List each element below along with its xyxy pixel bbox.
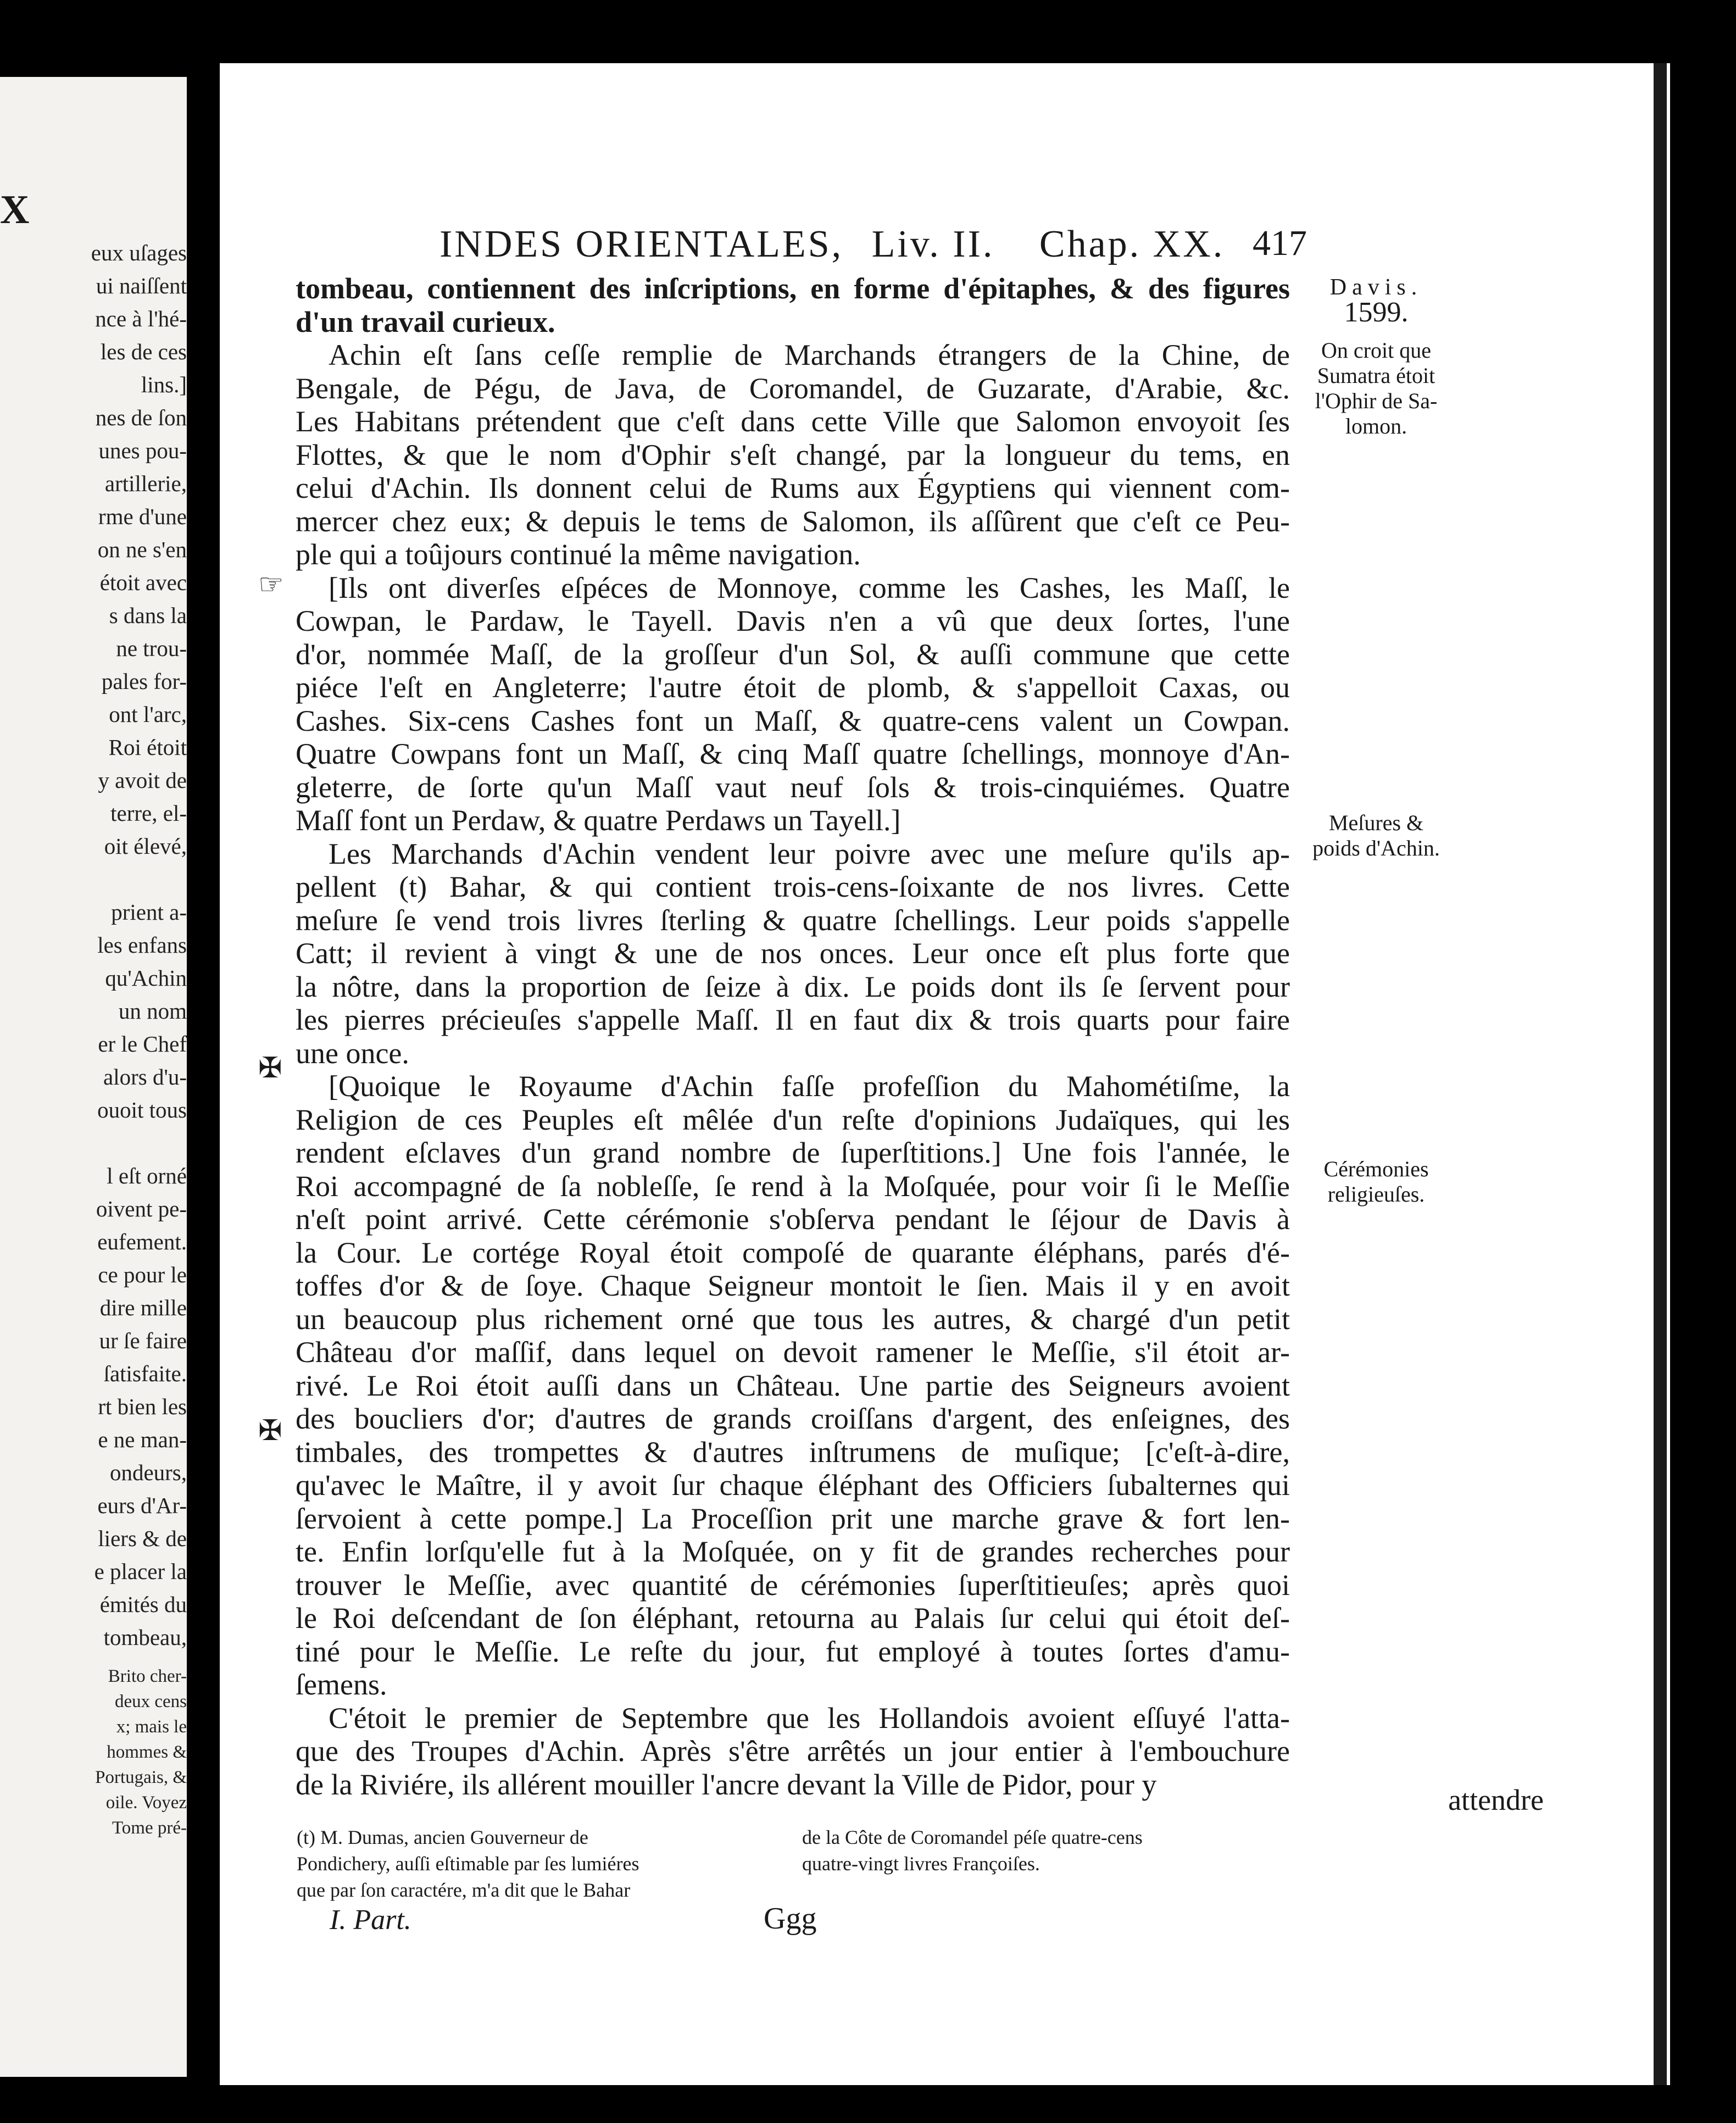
text-line: de la Riviére, ils allérent mouiller l'ancre devant la Ville de Pidor, pour y (296, 1768, 1157, 1801)
text-line: Religion de ces Peuples eſt mêlée d'un reſte d'opinions Judaïques, qui les (296, 1103, 1290, 1136)
facing-page-line: terre, el- (110, 801, 187, 826)
text-line: Quatre Cowpans font un Maſſ, & cinq Maſſ quatre ſchellings, monnoye d'An- (296, 737, 1290, 770)
facing-page-line: oivent pe- (96, 1196, 187, 1221)
running-head-title: INDES ORIENTALES, (439, 223, 844, 265)
margin-note-line: On croit que (1321, 338, 1431, 363)
margin-note-line: Meſures & (1328, 810, 1424, 835)
text-line: la nôtre, dans la proportion de ſeize à dix. Le poids dont ils ſe ſervent pour (296, 970, 1290, 1003)
text-line: tiné pour le Meſſie. Le reſte du jour, fut employé à toutes ſortes d'amu- (296, 1635, 1290, 1668)
text-line: mercer chez eux; & depuis le tems de Salomon, ils aſſûrent que c'eſt ce Peu- (296, 504, 1290, 538)
text-line: rivé. Le Roi étoit auſſi dans un Château. Une partie des Seigneurs avoient (296, 1369, 1290, 1402)
text-line: toffes d'or & de ſoye. Chaque Seigneur montoit le ſien. Mais il y en avoit (296, 1269, 1290, 1302)
facing-page-line: les de ces (100, 339, 187, 364)
facing-page-line: Tome pré- (112, 1818, 187, 1838)
facing-page-line: l eſt orné (107, 1163, 187, 1188)
text-line: C'étoit le premier de Septembre que les Hollandois avoient eſſuyé l'atta- (329, 1701, 1290, 1735)
footnote-line: (t) M. Dumas, ancien Gouverneur de (297, 1826, 588, 1848)
text-line: Château d'or maſſif, dans lequel on devoit ramener le Meſſie, s'il étoit ar- (296, 1336, 1290, 1369)
facing-page-line: tombeau, (103, 1625, 187, 1650)
facing-page-line: alors d'u- (103, 1064, 187, 1090)
facing-page-line: hommes & (107, 1742, 187, 1762)
running-head-book: Liv. II. (871, 223, 995, 265)
text-line: d'or, nommée Maſſ, de la groſſeur d'un Sol, & auſſi commune que cette (296, 637, 1290, 671)
margin-note-line: l'Ophir de Sa- (1315, 388, 1438, 413)
margin-note-line: Cérémonies (1323, 1157, 1429, 1181)
facing-page-line: oit élevé, (104, 833, 187, 859)
facing-page-line: eurs d'Ar- (97, 1493, 187, 1518)
margin-note-line: religieuſes. (1327, 1182, 1425, 1207)
facing-page-line: s dans la (109, 603, 187, 628)
text-line: trouver le Meſſie, avec quantité de cérémonies ſuperſtitieuſes; après quoi (296, 1568, 1290, 1602)
text-line: Les Habitans prétendent que c'eſt dans cette Ville que Salomon envoyoit ſes (296, 405, 1290, 438)
text-line: que des Troupes d'Achin. Après s'être arrêtés un jour entier à l'embouchure (296, 1735, 1290, 1768)
facing-page-line: Portugais, & (95, 1768, 187, 1787)
facing-page-line: rme d'une (98, 504, 187, 529)
margin-note-ophir (1297, 338, 1456, 439)
facing-page-line: nes de ſon (95, 405, 187, 430)
text-line: rendent eſclaves d'un grand nombre de ſuperſtitions.] Une fois l'année, le (296, 1136, 1290, 1169)
facing-page-line: liers & de (98, 1526, 187, 1551)
facing-page-line: ce pour le (98, 1262, 187, 1287)
facing-page-line: lins.] (141, 372, 187, 397)
text-line: [Quoique le Royaume d'Achin faſſe profeſſion du Mahométiſme, la (329, 1070, 1290, 1103)
facing-page-line: on ne s'en (97, 537, 187, 562)
facing-page-line: les enfans (97, 932, 187, 958)
margin-note-line: Sumatra étoit (1317, 363, 1435, 388)
facing-page-head-letter: X (0, 187, 30, 232)
facing-page-line: x; mais le (116, 1717, 187, 1737)
text-line: pellent (t) Bahar, & qui contient trois-cens-ſoixante de nos livres. Cette (296, 870, 1290, 903)
footnote-right (802, 1824, 1286, 1877)
text-line: ſemens. (296, 1668, 387, 1701)
footnote-line: que par ſon caractére, m'a dit que le Bahar (297, 1879, 631, 1901)
facing-page-line: er le Chef (98, 1031, 187, 1057)
text-line: qu'avec le Maître, il y avoit ſur chaque éléphant des Officiers ſubalternes qui (296, 1469, 1290, 1502)
facing-page-line: artillerie, (104, 471, 187, 496)
text-line: ple qui a toûjours continué la même navigation. (296, 538, 861, 571)
cross-mark: ✠ (258, 1415, 282, 1447)
text-line: d'un travail curieux. (296, 305, 555, 338)
text-line: n'eſt point arrivé. Cette cérémonie s'obſerva pendant le ſéjour de Davis à (296, 1203, 1290, 1236)
facing-page-line: e ne man- (98, 1427, 187, 1452)
margin-note-ceremonies (1297, 1157, 1456, 1207)
page-number: 417 (1253, 223, 1307, 263)
facing-page-line: nce à l'hé- (95, 306, 187, 331)
margin-note-line: poids d'Achin. (1312, 836, 1440, 860)
footnote-left (297, 1824, 780, 1903)
margin-note-line: lomon. (1345, 414, 1407, 438)
margin-note-year: 1599. (1344, 297, 1409, 328)
pointing-hand-mark: ☞ (258, 569, 284, 601)
signature-mark: Ggg (764, 1902, 817, 1936)
text-line: une once. (296, 1036, 409, 1070)
text-line: la Cour. Le cortége Royal étoit compoſé de quarante éléphans, parés d'é- (296, 1236, 1290, 1269)
facing-page-line: oile. Voyez (105, 1793, 187, 1813)
signature-part: I. Part. (330, 1904, 411, 1936)
facing-page-line: deux cens (114, 1692, 187, 1711)
facing-page-line: ui naiſſent (96, 273, 187, 298)
facing-page-line: ont l'arc, (109, 702, 187, 727)
facing-page-line: Brito cher- (108, 1666, 187, 1686)
text-line: celui d'Achin. Ils donnent celui de Rums aux Égyptiens qui viennent com- (296, 471, 1290, 504)
text-line: tombeau, contiennent des inſcriptions, en forme d'épitaphes, & des figures (296, 272, 1290, 305)
facing-page-line: ondeurs, (109, 1460, 187, 1485)
text-line: ſervoient à cette pompe.] La Proceſſion prit une marche grave & fort len- (296, 1502, 1290, 1535)
facing-page-line: prient a- (111, 899, 187, 925)
facing-page-line: ur ſe faire (99, 1328, 187, 1353)
text-line: timbales, des trompettes & d'autres inſtrumens de muſique; [c'eſt-à-dire, (296, 1435, 1290, 1469)
text-line: les pierres précieuſes s'appelle Maſſ. Il en faut dix & trois quarts pour faire (296, 1003, 1290, 1036)
facing-page-line: dire mille (99, 1295, 187, 1320)
text-line: gleterre, de ſorte qu'un Maſſ vaut neuf ſols & trois-cinquiémes. Quatre (296, 770, 1290, 804)
running-head-chapter: Chap. XX. (1039, 223, 1225, 265)
text-line: Catt; il revient à vingt & une de nos onces. Leur once eſt plus forte que (296, 937, 1290, 970)
margin-note-mesures (1297, 810, 1456, 861)
text-line: piéce l'eſt en Angleterre; l'autre étoit de plomb, & s'appelloit Caxas, ou (296, 671, 1290, 704)
footnote-line: Pondichery, auſſi eſtimable par ſes lumiéres (297, 1853, 639, 1875)
text-line: Cashes. Six-cens Cashes font un Maſſ, & quatre-cens valent un Cowpan. (296, 704, 1290, 737)
book-page (220, 63, 1670, 2085)
text-line: Flottes, & que le nom d'Ophir s'eſt changé, par la longueur du tems, en (296, 438, 1290, 471)
facing-page-line: ſatisfaite. (103, 1361, 187, 1386)
facing-page-line: un nom (118, 998, 187, 1024)
text-line: Achin eſt ſans ceſſe remplie de Marchands étrangers de la Chine, de (329, 338, 1290, 371)
facing-page-line: eufement. (97, 1229, 187, 1254)
facing-page-line: ouoit tous (97, 1097, 187, 1122)
text-line: Maſſ font un Perdaw, & quatre Perdaws un Tayell.] (296, 804, 901, 837)
facing-page-line: unes pou- (98, 438, 187, 463)
text-line: des boucliers d'or; d'autres de grands croiſſans d'argent, des enſeignes, des (296, 1402, 1290, 1435)
text-line: te. Enfin lorſqu'elle fut à la Moſquée, on y fit de grandes recherches pour (296, 1535, 1290, 1568)
text-line: le Roi deſcendant de ſon éléphant, retourna au Palais ſur celui qui étoit deſ- (296, 1602, 1290, 1635)
facing-page-line: qu'Achin (105, 965, 187, 991)
margin-note-davis-name: Davis. (1329, 275, 1423, 300)
facing-page-line: e placer la (94, 1559, 187, 1584)
facing-page-line: pales for- (101, 669, 187, 694)
facing-page-line: émités du (99, 1592, 187, 1617)
footnote-line: de la Côte de Coromandel péſe quatre-cens (802, 1826, 1143, 1848)
text-line: Cowpan, le Pardaw, le Tayell. Davis n'en a vû que deux ſortes, l'une (296, 604, 1290, 637)
facing-page-line: ne trou- (116, 636, 187, 661)
text-line: un beaucoup plus richement orné que tous les autres, & chargé d'un petit (296, 1302, 1290, 1336)
margin-note-davis (1297, 275, 1456, 328)
facing-page-line: y avoit de (98, 768, 187, 793)
footnote-line: quatre-vingt livres Françoiſes. (802, 1853, 1040, 1875)
facing-page-line: eux uſages (91, 240, 187, 265)
text-line: Les Marchands d'Achin vendent leur poivre avec une meſure qu'ils ap- (329, 837, 1290, 870)
facing-page-line: Roi étoit (108, 735, 187, 760)
catchword: attendre (1448, 1783, 1544, 1816)
page-edge (1654, 63, 1667, 2085)
facing-page-line: étoit avec (99, 570, 187, 595)
text-line: Bengale, de Pégu, de Java, de Coromandel, de Guzarate, d'Arabie, &c. (296, 371, 1290, 405)
text-line: Roi accompagné de ſa nobleſſe, ſe rend à la Moſquée, pour voir ſi le Meſſie (296, 1169, 1290, 1203)
cross-mark: ✠ (258, 1053, 282, 1084)
text-line: meſure ſe vend trois livres ſterling & quatre ſchellings. Leur poids s'appelle (296, 903, 1290, 937)
running-head (439, 223, 1483, 272)
facing-page-fragment (0, 77, 187, 2077)
text-line: [Ils ont diverſes eſpéces de Monnoye, comme les Cashes, les Maſſ, le (329, 571, 1290, 604)
facing-page-line: rt bien les (98, 1394, 187, 1419)
